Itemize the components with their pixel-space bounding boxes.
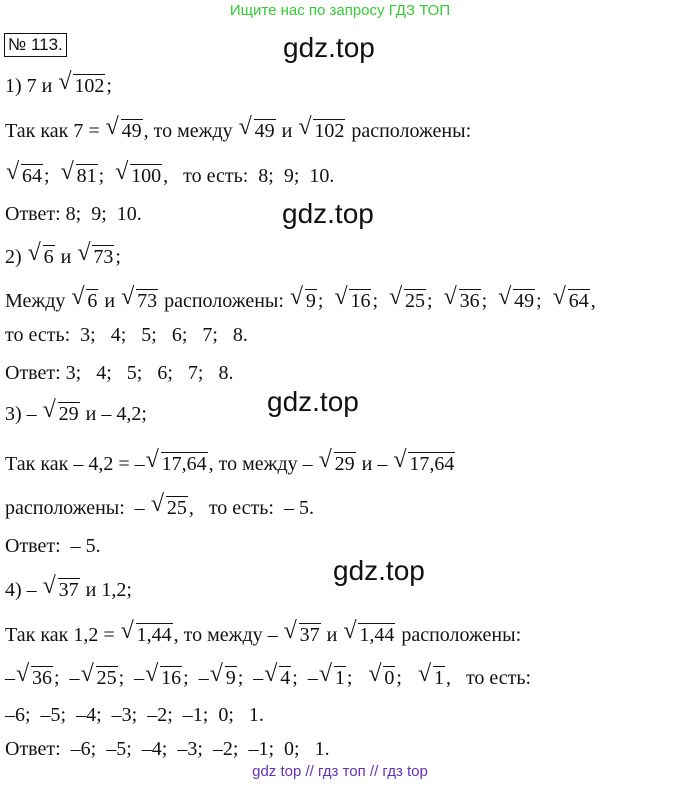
- watermark: gdz.top: [283, 32, 375, 63]
- text-segment: Так как 1,2 =: [5, 624, 120, 646]
- square-root: [121, 623, 173, 647]
- square-root: [115, 164, 162, 188]
- solution-line: [5, 203, 142, 226]
- text-segment: расположены:: [346, 120, 472, 142]
- text-segment: ;: [106, 75, 112, 97]
- square-root: [151, 496, 188, 520]
- square-root: [553, 289, 590, 313]
- square-root: [418, 666, 445, 690]
- radicand: 37: [299, 624, 320, 646]
- square-root: [284, 623, 321, 647]
- square-root: [290, 289, 317, 313]
- solution-line: [5, 666, 531, 690]
- solution-line: [5, 496, 314, 520]
- solution-line: [5, 119, 471, 143]
- radicand: 6: [87, 290, 98, 312]
- radicand: 29: [334, 453, 355, 475]
- text-segment: и – 4,2;: [80, 403, 147, 425]
- radicand: 102: [314, 120, 345, 142]
- square-root: [6, 164, 43, 188]
- radicand: 17,64: [161, 453, 207, 475]
- radicand: 49: [254, 120, 275, 142]
- solution-line: [5, 452, 456, 476]
- text-segment: , то есть: 8; 9; 10.: [163, 165, 335, 187]
- radicand: 16: [350, 290, 371, 312]
- text-segment: –6; –5; –4; –3; –2; –1; 0; 1.: [5, 704, 264, 726]
- solution-line: [5, 535, 101, 558]
- radicand: 17,64: [409, 453, 455, 475]
- square-root: [498, 289, 535, 313]
- text-segment: и: [55, 246, 77, 268]
- radicand: 102: [74, 75, 105, 97]
- text-segment: ;: [98, 165, 115, 187]
- square-root: [81, 666, 118, 690]
- text-segment: , то между –: [173, 624, 283, 646]
- text-segment: Так как – 4,2 = –: [5, 453, 145, 475]
- text-segment: Между: [5, 290, 71, 312]
- solution-line: [5, 578, 132, 602]
- radicand: 29: [58, 403, 79, 425]
- text-segment: –: [5, 667, 15, 689]
- text-segment: Ответ: –6; –5; –4; –3; –2; –1; 0; 1.: [5, 738, 330, 760]
- square-root: [343, 623, 395, 647]
- square-root: [43, 578, 80, 602]
- text-segment: Ответ: 8; 9; 10.: [5, 203, 142, 225]
- radicand: 36: [459, 290, 480, 312]
- text-segment: Так как 7 =: [5, 120, 105, 142]
- text-segment: ,: [590, 290, 596, 312]
- text-segment: ;: [346, 667, 368, 689]
- text-segment: ;: [317, 290, 334, 312]
- solution-line: [5, 362, 233, 385]
- solution-line: [5, 623, 521, 647]
- text-segment: 1) 7 и: [5, 75, 58, 97]
- solution-line: [5, 402, 147, 426]
- radicand: 37: [58, 579, 79, 601]
- text-segment: , то есть:: [445, 667, 532, 689]
- radicand: 36: [32, 667, 52, 689]
- radicand: 6: [43, 246, 54, 268]
- text-segment: ; –: [292, 667, 318, 689]
- text-segment: , то между: [143, 120, 238, 142]
- watermark: gdz.top: [333, 555, 425, 586]
- text-segment: ; –: [118, 667, 145, 689]
- square-root: [393, 452, 455, 476]
- square-root: [61, 164, 98, 188]
- text-segment: Ответ: – 5.: [5, 535, 101, 557]
- radicand: 25: [96, 667, 117, 689]
- radicand: 25: [166, 497, 187, 519]
- text-segment: и 1,2;: [80, 579, 132, 601]
- radicand: 9: [305, 290, 316, 312]
- square-root: [28, 245, 55, 269]
- text-segment: 3) –: [5, 403, 42, 425]
- text-segment: ;: [396, 667, 417, 689]
- watermark: gdz.top: [282, 198, 374, 229]
- square-root: [121, 289, 158, 313]
- text-segment: ; –: [237, 667, 264, 689]
- square-root: [239, 119, 276, 143]
- text-segment: ;: [115, 246, 121, 268]
- solution-line: [5, 74, 112, 98]
- radicand: 73: [137, 290, 158, 312]
- text-segment: и: [99, 290, 121, 312]
- radicand: 49: [121, 120, 142, 142]
- solution-line: [5, 164, 334, 188]
- radicand: 9: [225, 667, 236, 689]
- text-segment: и: [276, 120, 298, 142]
- square-root: [77, 245, 114, 269]
- text-segment: Ответ: 3; 4; 5; 6; 7; 8.: [5, 362, 234, 384]
- square-root: [145, 666, 182, 690]
- radicand: 64: [568, 290, 589, 312]
- task-number: № 113.: [4, 33, 67, 57]
- radicand: 25: [405, 290, 426, 312]
- radicand: 1: [433, 667, 444, 689]
- radicand: 49: [514, 290, 535, 312]
- square-root: [146, 452, 208, 476]
- square-root: [264, 666, 291, 690]
- radicand: 100: [131, 165, 162, 187]
- square-root: [334, 289, 371, 313]
- solution-line: [5, 324, 248, 347]
- text-segment: ;: [372, 290, 389, 312]
- text-segment: и –: [356, 453, 393, 475]
- text-segment: ; –: [183, 667, 209, 689]
- radicand: 1,44: [136, 624, 172, 646]
- square-root: [43, 402, 80, 426]
- solution-line: [5, 289, 596, 313]
- square-root: [16, 666, 53, 690]
- footer-links: gdz top // гдз топ // гдз top: [252, 763, 428, 780]
- watermark: gdz.top: [267, 386, 359, 417]
- radicand: 81: [76, 165, 97, 187]
- radicand: 16: [161, 667, 182, 689]
- solution-line: [5, 245, 121, 269]
- radicand: 73: [93, 246, 114, 268]
- radicand: 1,44: [359, 624, 395, 646]
- square-root: [389, 289, 426, 313]
- solution-line: [5, 738, 330, 761]
- text-segment: 2): [5, 246, 27, 268]
- text-segment: то есть: 3; 4; 5; 6; 7; 8.: [5, 324, 248, 346]
- radicand: 64: [22, 165, 42, 187]
- square-root: [319, 452, 356, 476]
- text-segment: ;: [44, 165, 60, 187]
- radicand: 1: [334, 667, 345, 689]
- text-segment: и: [321, 624, 343, 646]
- solution-line: [5, 704, 264, 727]
- square-root: [71, 289, 98, 313]
- square-root: [58, 74, 105, 98]
- square-root: [444, 289, 481, 313]
- square-root: [319, 666, 346, 690]
- square-root: [210, 666, 237, 690]
- square-root: [106, 119, 143, 143]
- text-segment: 4) –: [5, 579, 42, 601]
- text-segment: , то между –: [208, 453, 318, 475]
- text-segment: ; –: [54, 667, 80, 689]
- square-root: [298, 119, 345, 143]
- radicand: 4: [280, 667, 291, 689]
- radicand: 0: [384, 667, 395, 689]
- search-banner: Ищите нас по запросу ГДЗ ТОП: [229, 2, 451, 19]
- text-segment: ;: [536, 290, 552, 312]
- text-segment: ;: [481, 290, 498, 312]
- text-segment: , то есть: – 5.: [188, 497, 314, 519]
- text-segment: расположены: –: [5, 497, 150, 519]
- square-root: [368, 666, 395, 690]
- text-segment: расположены:: [396, 624, 522, 646]
- text-segment: ;: [427, 290, 443, 312]
- text-segment: расположены:: [159, 290, 289, 312]
